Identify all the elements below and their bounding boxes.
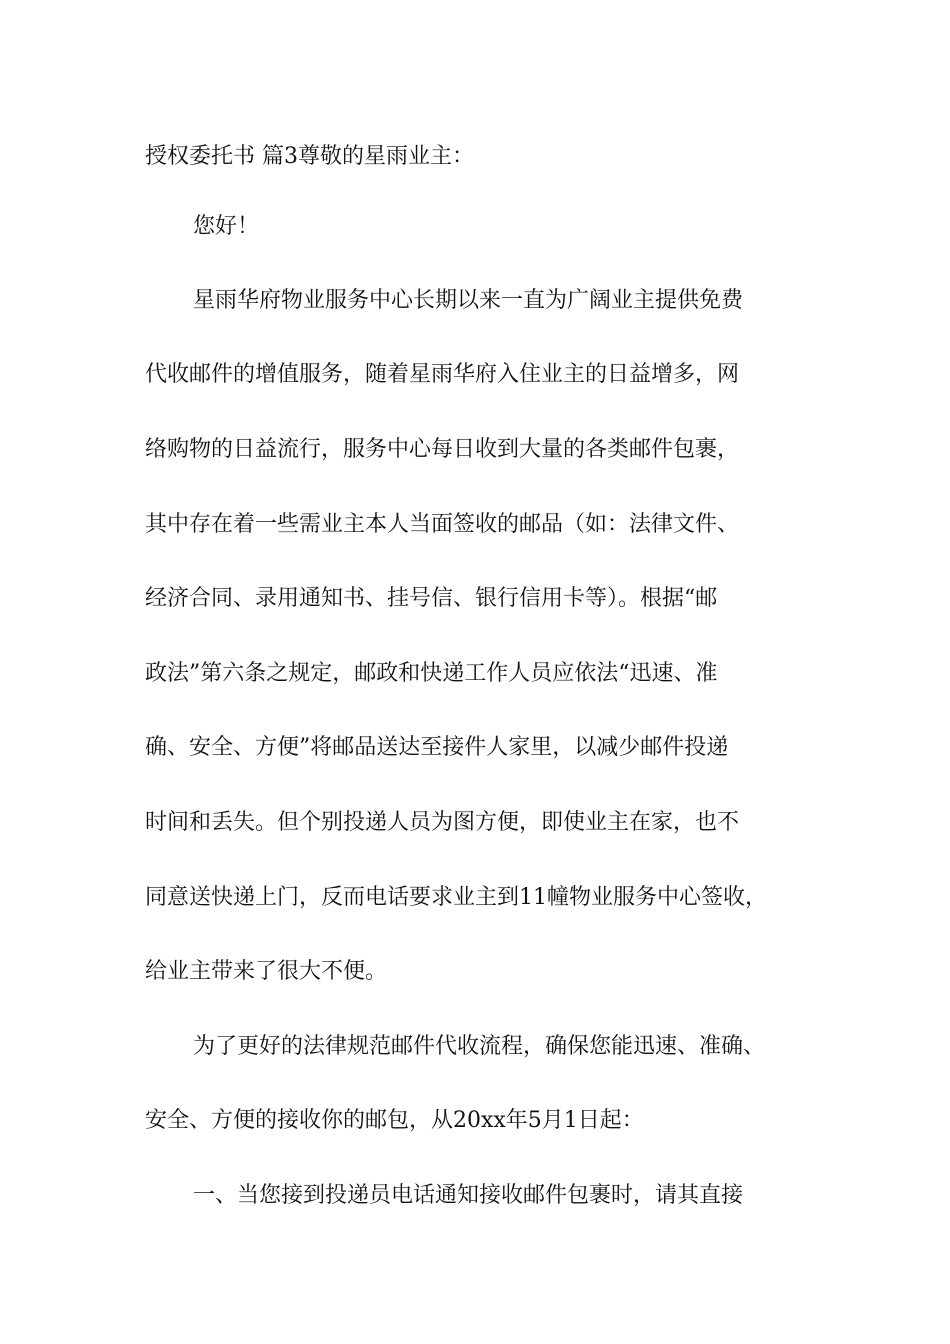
- greeting-line: 您好！: [193, 214, 260, 239]
- doc-title-line: 授权委托书 篇3尊敬的星雨业主：: [145, 144, 474, 169]
- paragraph-line: 经济合同、录用通知书、挂号信、银行信用卡等）。根据“邮: [145, 586, 718, 611]
- paragraph-line: 时间和丢失。但个别投递人员为图方便，即使业主在家，也不: [145, 810, 740, 835]
- paragraph-line: 政法”第六条之规定，邮政和快递工作人员应依法“迅速、准: [145, 661, 718, 686]
- paragraph-line: 代收邮件的增值服务，随着星雨华府入住业主的日益增多，网: [145, 362, 740, 387]
- paragraph-line: 安全、方便的接收你的邮包，从20xx年5月1日起：: [145, 1108, 644, 1133]
- paragraph-line: 给业主带来了很大不便。: [145, 959, 388, 984]
- paragraph-line: 一、当您接到投递员电话通知接收邮件包裹时，请其直接: [193, 1183, 744, 1208]
- paragraph-line: 确、安全、方便”将邮品送达至接件人家里，以减少邮件投递: [145, 735, 729, 760]
- paragraph-line: 络购物的日益流行，服务中心每日收到大量的各类邮件包裹，: [145, 437, 740, 462]
- paragraph-line: 为了更好的法律规范邮件代收流程，确保您能迅速、准确、: [193, 1034, 766, 1059]
- paragraph-line: 其中存在着一些需业主本人当面签收的邮品（如：法律文件、: [145, 512, 740, 537]
- paragraph-line: 星雨华府物业服务中心长期以来一直为广阔业主提供免费: [193, 288, 744, 313]
- paragraph-line: 同意送快递上门，反而电话要求业主到11幢物业服务中心签收，: [145, 885, 767, 910]
